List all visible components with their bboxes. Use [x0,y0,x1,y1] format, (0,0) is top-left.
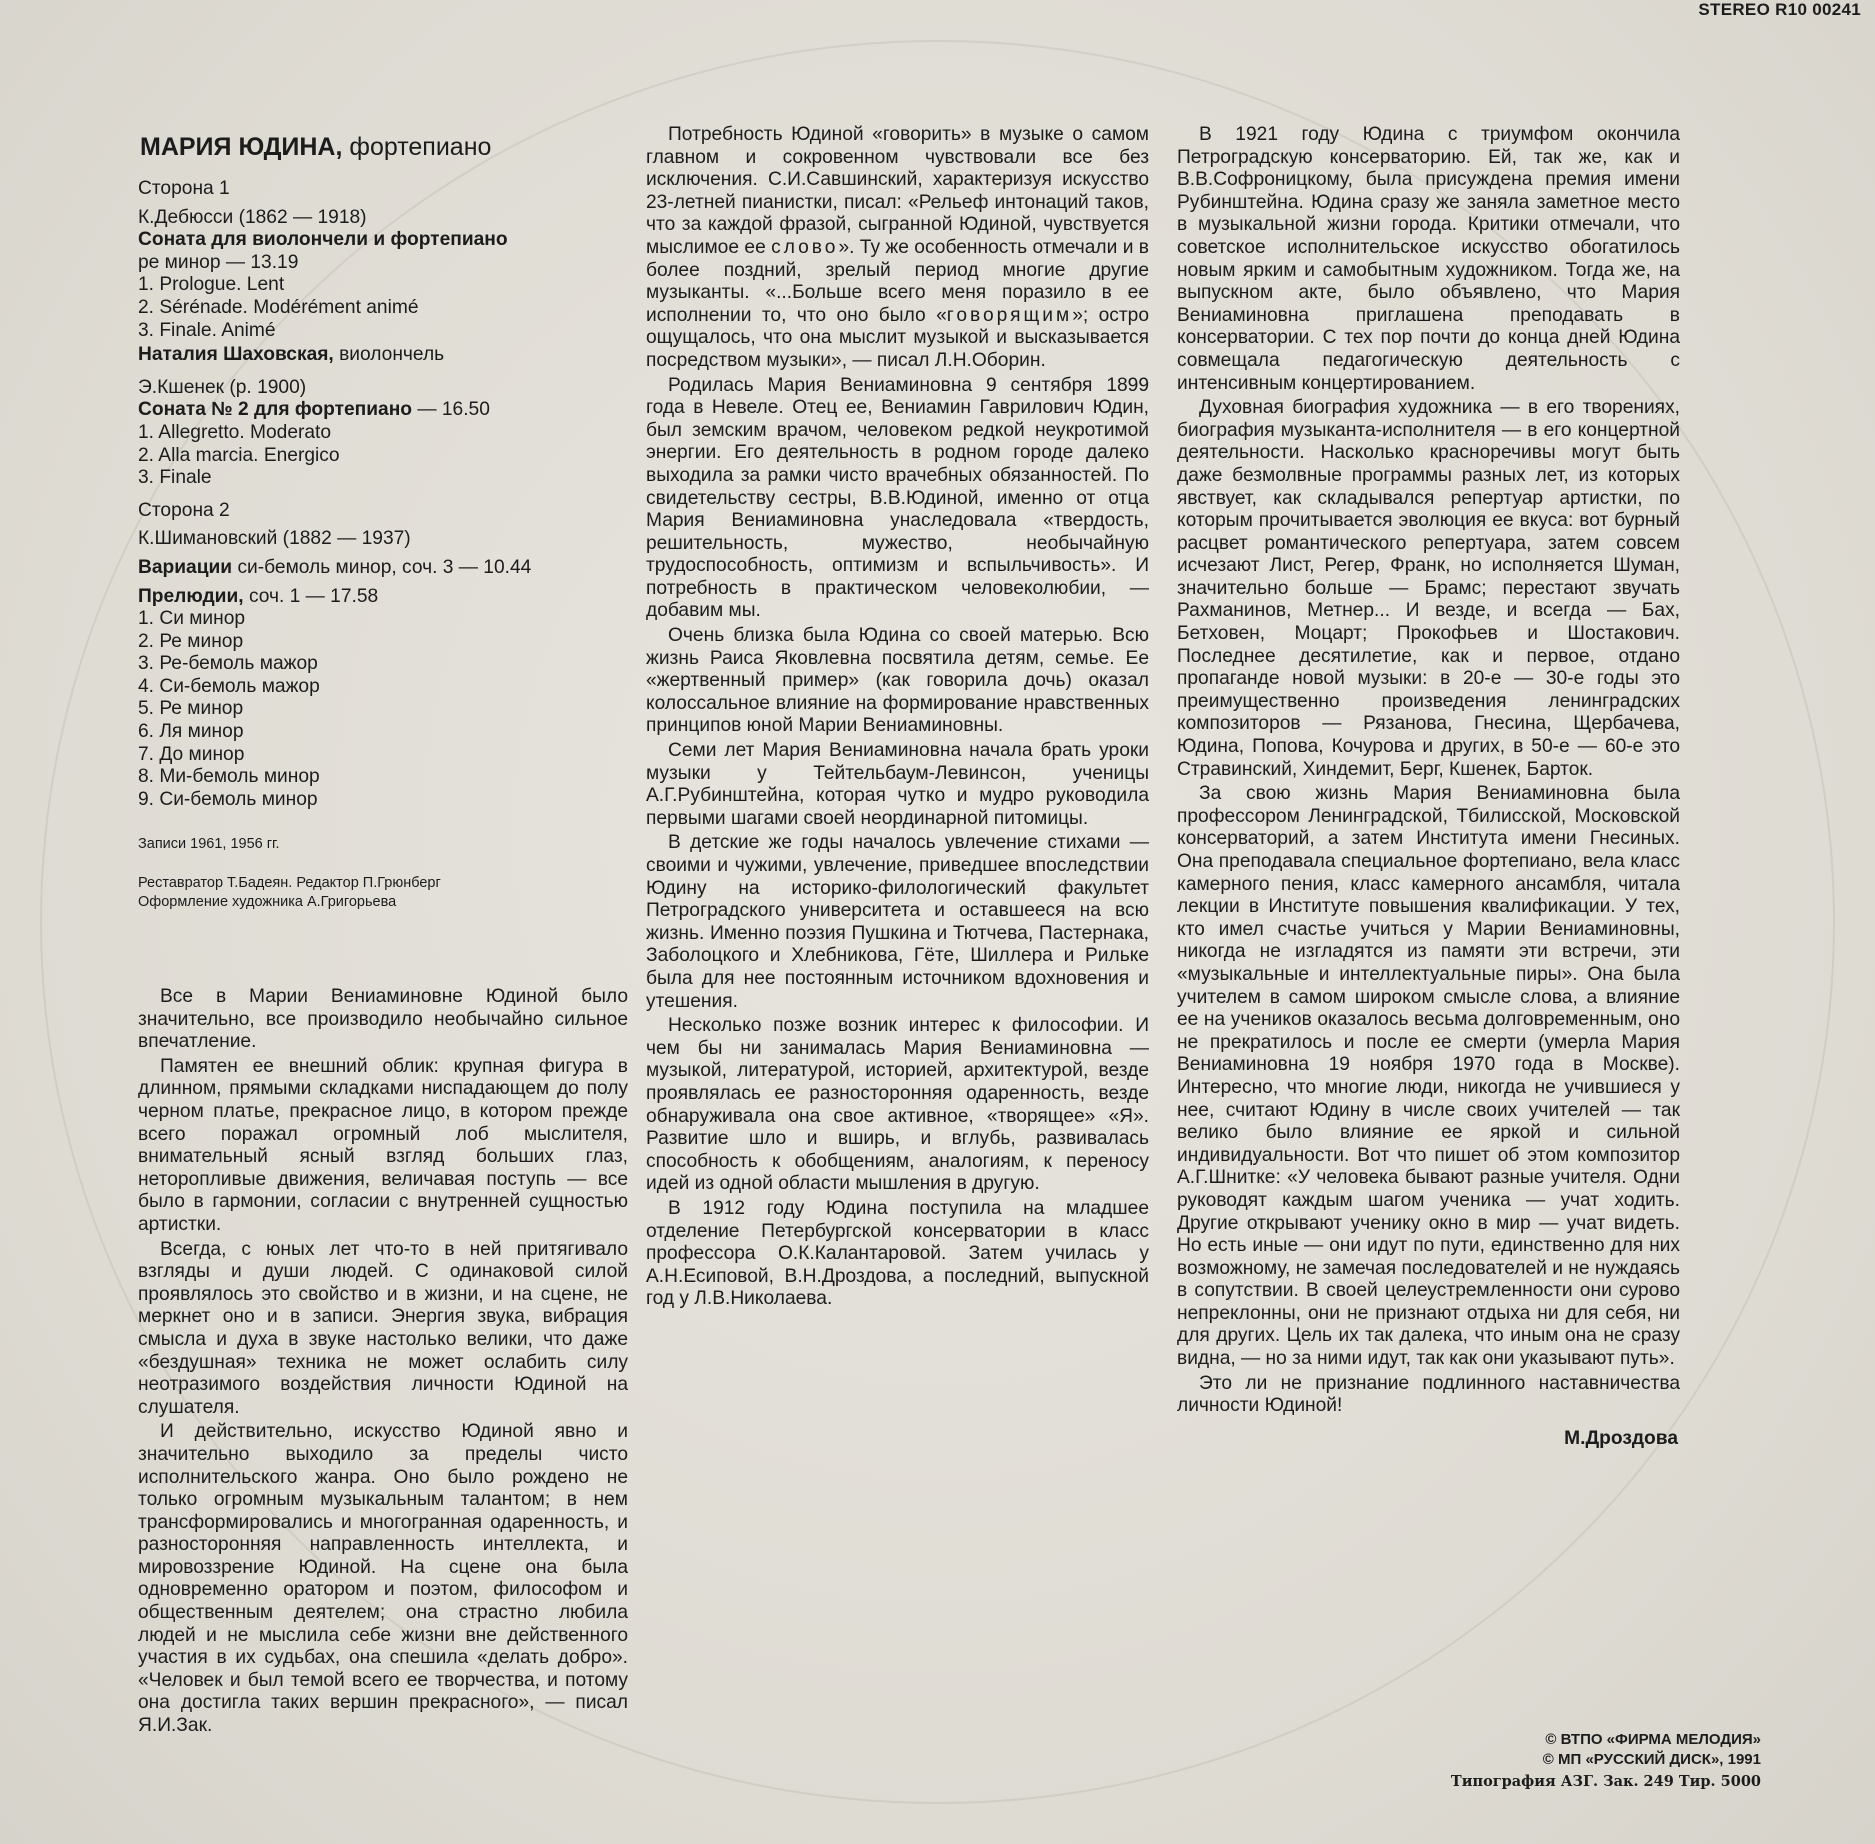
performer-name: МАРИЯ ЮДИНА, [140,133,343,161]
essay-paragraph: За свою жизнь Мария Вениаминовна была профессором Ленинградской, Тбилисской, Московской консерваторий, а затем Института имени Гнесиных. Она преподавала специальное фортепиано, вела класс камерного пения, класс камерного ансамбля, читала лекции в Институте повышения квалификации. У тех, кто имел счастье учиться у Марии Вениаминовны, никогда не изгладятся из памяти эти встречи, эти «музыкальные и интеллектуальные пиры». Она была учителем в самом широком смысле слова, а влияние ее на учеников оказалось весьма долговременным, оно не прекратилось и после ее смерти (умерла Мария Вениаминовна 19 ноября 1970 года в Москве). Интересно, что многие люди, никогда не учившиеся у нее, считают Юдину в числе своих учителей — так велико было влияние ее яркой и сильной индивидуальности. Вот что пишет об этом композитор А.Г.Шнитке: «У человека бывают разные учителя. Одни руководят каждым шагом ученика — учат ходить. Другие открывают ученику окно в мир — учат видеть. Но есть иные — они идут по пути, единственно для них возможному, не замечая последователей и не нуждаясь в сопутствии. В своей целеустремленности они сурово непреклонны, они не признают отдыха ни для себя, ни для других. Цель их так далека, что иным она не сразу видна, — но за ними идут, так как они указывают путь». [1177,783,1680,1370]
column-left [138,130,638,1740]
work-variations: Вариации си-бемоль минор, соч. 3 — 10.44 [138,556,532,578]
prelude-item: 7. До минор [138,743,245,765]
essay-paragraph: Родилась Мария Вениаминовна 9 сентября 1899 года в Невеле. Отец ее, Вениамин Гаврилович Юдин, был земским врачом, человеком редкой неукротимой энергии. Его деятельность в родном городе далеко выходила за рамки чисто врачебных обязанностей. По свидетельству сестры, В.В.Юдиной, именно от отца Мария Вениаминовна унаследовала «твердость, решительность, мужество, необычайную трудоспособность, оптимизм и вспыльчивость». И потребность в практическом человеколюбии, — добавим мы. [646,374,1149,622]
copyright-melodiya: © ВТПО «ФИРМА МЕЛОДИЯ» [1545,1731,1761,1748]
prelude-item: 6. Ля минор [138,721,244,743]
performer-heading [140,132,638,162]
essay-paragraph: Памятен ее внешний облик: крупная фигура в длинном, прямыми складками ниспадающем до полу черном платье, прекрасное лицо, в котором прежде всего поражал огромный лоб мыслителя, внимательный ясный взгляд больших глаз, неторопливые движения, величавая поступь — все было в гармонии, согласии с внутренней сущностью артистки. [138,1055,628,1235]
side-1-label: Сторона 1 [138,178,230,199]
copyright-footer [1451,1730,1761,1792]
essay-paragraph: Потребность Юдиной «говорить» в музыке о самом главном и сокровенном чувствовали все без исключения. С.И.Савшинский, характеризуя искусство 23-летней пианистки, писал: «Рельеф интонаций таков, что за каждой фразой, сыгранной Юдиной, чувствуется мыслимое ее слово». Ту же особенность отмечали и в более поздний, зрелый период многие другие музыканты. «...Больше всего меня поразило в ее исполнении то, что оно было «говорящим»; остро ощущалось, что она мыслит музыкой и высказывается посредством музыки», — писал Л.Н.Оборин. [646,124,1150,371]
prelude-item: 2. Ре минор [138,630,244,652]
essay-paragraph: В 1912 году Юдина поступила на младшее отделение Петербургской консерватории в класс профессора О.К.Калантаровой. Затем училась у А.Н.Есиповой, В.Н.Дроздова, а последний, выпускной год у Л.В.Николаева. [646,1197,1149,1310]
essay-paragraph: И действительно, искусство Юдиной явно и значительно выходило за пределы чисто исполнительского жанра. Оно было рождено не только огромным музыкальным талантом; в нем трансформировались и многогранная одаренность, и разносторонняя направленность интеллекта, и мировоззрение Юдиной. На сцене она была одновременно оратором и поэтом, философом и общественным деятелем; она страстно любила людей и не мыслила себе жизни вне действенного участия в их судьбах, она спешила «делать добро». «Человек и был темой всего ее творчества, и потому она достигла таких вершин прекрасного», — писал Я.И.Зак. [138,1421,628,1737]
essay-paragraph: Духовная биография художника — в его творениях, биография музыканта-исполнителя — в его концертной деятельности. Насколько красноречивы могут быть даже безмолвные программы разных лет, из которых явствует, как складывался репертуар артистки, по которым прочитывается эволюция ее вкуса: вот бурный расцвет романтического репертуара, затем совсем исчезают Лист, Регер, Франк, но исполняется Шуман, значительно больше — Брамс; перестают звучать Рахманинов, Метнер... И везде, и всегда — Бах, Бетховен, Моцарт; Прокофьев и Шостакович. Последнее десятилетие, как и первое, отдано пропаганде новой музыки: в 20-е — 30-е годы это преимущественно произведения ленинградских композиторов — Рязанова, Гнесина, Щербачева, Юдина, Попова, Кочурова и других, в 50-е — 60-е это Стравинский, Хиндемит, Берг, Кшенек, Барток. [1177,397,1680,780]
copyright-russian-disc: © МП «РУССКИЙ ДИСК», 1991 [1542,1751,1761,1768]
essay-paragraph: Все в Марии Вениаминовне Юдиной было значительно, все производило необычайно сильное впечатление. [138,986,628,1053]
cellist-credit: Наталия Шаховская, виолончель [138,344,445,366]
performer-instrument: фортепиано [342,133,492,161]
prelude-item: 1. Си минор [138,608,246,630]
prelude-item: 3. Ре-бемоль мажор [138,653,318,675]
work-debussy-sonata: Соната для виолончели и фортепиано [138,229,508,251]
work-krenek-sonata: Соната № 2 для фортепиано — 16.50 [138,399,490,421]
essay-paragraph: Очень близка была Юдина со своей матерью. Всю жизнь Раиса Яковлевна посвятила детям, семье. Ее «жертвенный пример» (как говорила дочь) оказал колоссальное влияние на формирование нравственных принципов юной Марии Вениаминовны. [646,625,1149,737]
movement-item: 1. Allegretto. Moderato [138,421,332,443]
composer-debussy: К.Дебюсси (1862 — 1918) [138,206,367,228]
movement-item: 2. Alla marcia. Energico [138,444,340,466]
composer-szymanowski: К.Шимановский (1882 — 1937) [138,528,411,550]
side-2-label: Сторона 2 [138,499,230,521]
production-credits: Реставратор Т.Бадеян. Редактор П.Грюнберг Оформление художника А.Григорьева [138,875,441,911]
essay-paragraph: Семи лет Мария Вениаминовна начала брать уроки музыки у Тейтельбаум-Левинсон, ученицы А.Г.Рубинштейна, которая чутко и мудро руководила первыми шагами своей неординарной питомицы. [646,740,1149,829]
column-middle [646,124,1149,1313]
essay-part-1 [138,986,628,1738]
recording-years: Записи 1961, 1956 гг. [138,836,280,853]
column-right [1177,124,1680,1450]
essay-paragraph: Всегда, с юных лет что-то в ней притягивало взгляды и души людей. С одинаковой силой проявлялось это свойство и в жизни, и на сцене, не меркнет оно и в записи. Энергия звука, вибрация смысла и духа в звуке настолько велики, что даже «бездушная» техника не может ослабить силу неотразимого воздействия личности Юдиной на слушателя. [138,1238,628,1418]
composer-krenek: Э.Кшенек (р. 1900) [138,376,307,398]
author-signature: М.Дроздова [1564,1427,1678,1449]
movement-item: 3. Finale [138,467,212,489]
prelude-item: 9. Си-бемоль минор [138,788,318,810]
essay-paragraph: В 1921 году Юдина с триумфом окончила Петроградскую консерваторию. Ей, так же, как и В.В.Софроницкому, была присуждена премия имени Рубинштейна. Юдина сразу же заняла заметное место в музыкальной жизни города. Критики отмечали, что советское исполнительское искусство обогатилось новым ярким и самобытным художником. Тогда же, на выпускном акте, было объявлено, что Мария Вениаминовна приглашена преподавать в консерватории. С тех пор почти до конца дней Юдина совмещала педагогическую деятельность с интенсивным концертированием. [1177,124,1680,394]
essay-paragraph: Это ли не признание подлинного наставничества личности Юдиной! [1177,1372,1680,1417]
movement-item: 1. Prologue. Lent [138,274,285,296]
prelude-item: 4. Си-бемоль мажор [138,675,320,697]
work-preludes: Прелюдии, соч. 1 — 17.58 [138,585,379,607]
printing-info: Типография АЗГ. Зак. 249 Тир. 5000 [1450,1773,1761,1790]
essay-paragraph: Несколько позже возник интерес к философии. И чем бы ни занималась Мария Вениаминовна — музыкой, литературой, историей, архитектурой, везде проявлялась ее разносторонняя одаренность, везде обнаруживала она свое активное, «творящее» «Я». Развитие шло и вширь, и вглубь, развивалась способность к обобщениям, аналогиям, к переносу идей из одной области мышления в другую. [646,1015,1149,1195]
movement-item: 3. Finale. Animé [138,319,276,341]
tracklist [138,178,638,912]
essay-paragraph: В детские же годы началось увлечение стихами — своими и чужими, увлечение, приведшее впоследствии Юдину на историко-филологический факультет Петроградского университета и оставшееся на всю жизнь. Именно поэзия Пушкина и Тютчева, Пастернака, Заболоцкого и Хлебникова, Гёте, Шиллера и Рильке была для нее постоянным источником вдохновения и утешения. [646,832,1149,1012]
prelude-item: 5. Ре минор [138,698,244,720]
prelude-item: 8. Ми-бемоль минор [138,766,320,788]
movement-item: 2. Sérénade. Modérément animé [138,296,419,318]
catalog-number: STEREO R10 00241 [1698,0,1861,19]
work-debussy-key: ре минор — 13.19 [138,251,299,273]
